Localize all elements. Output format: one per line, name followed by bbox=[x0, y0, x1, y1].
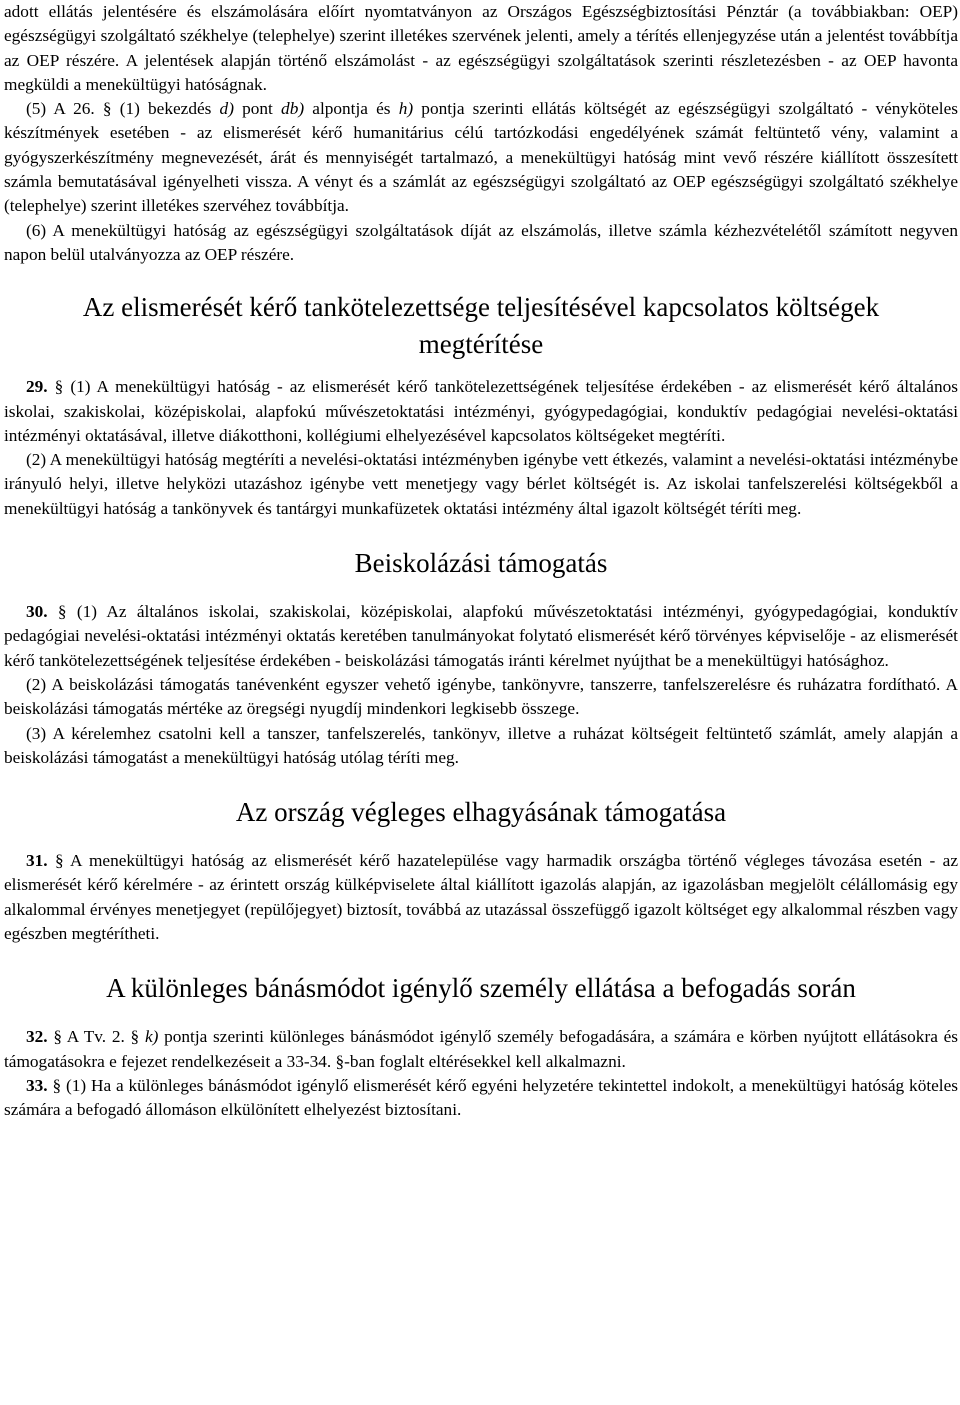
p5-text-b: pont bbox=[233, 99, 282, 119]
p5-subpoint-db: db) bbox=[281, 99, 305, 119]
p32-text-rest: pontja szerinti különleges bánásmódot igénylő személy befogadására, a számára e körben nyújtott ellátásokra és támogatásokra e fejezet rendelkezéseit a 33-34. §-ban foglalt eltérésekkel kell alkalmazni. bbox=[4, 1027, 958, 1071]
section-number-29: 29. bbox=[26, 377, 48, 397]
heading-section-32: A különleges bánásmódot igénylő személy ellátása a befogadás során bbox=[106, 973, 856, 1004]
heading-section-29: Az elismerését kérő tankötelezettsége teljesítésével kapcsolatos költségek megtérítése bbox=[82, 292, 880, 360]
section-number-30: 30. bbox=[26, 602, 48, 622]
paragraph-31 bbox=[4, 849, 958, 946]
p5-text-a: (5) A 26. § (1) bekezdés bbox=[26, 99, 220, 119]
p5-text-c: alpontja és bbox=[304, 99, 399, 119]
paragraph-continuation: adott ellátás jelentésére és elszámolására előírt nyomtatványon az Országos Egészségbiztosítási Pénztár (a továbbiakban: OEP) egészségügyi szolgáltató székhelye (telephelye) szerint illetékes szervének jelenti, amely a térítés ellenjegyzése után a jelentést továbbítja az OEP részére. A jelentések alapján történő elszámolást - az egészségügyi szolgáltatások szerinti részletezésben - az OEP havonta megküldi a menekültügyi hatóságnak. bbox=[4, 2, 958, 94]
paragraph-33-1-text: § (1) Ha a különleges bánásmódot igénylő elismerését kérő egyéni helyzetére tekintettel indokolt, a menekültügyi hatóság köteles számára a befogadó állomáson elkülönített elhelyezést biztosítani. bbox=[4, 1075, 958, 1120]
p5-point-h: h) bbox=[398, 99, 414, 119]
section-number-32: 32. bbox=[26, 1027, 48, 1047]
paragraph-32 bbox=[4, 1025, 958, 1074]
p32-point-k: k) bbox=[144, 1027, 159, 1047]
paragraph-33-1 bbox=[4, 1074, 958, 1123]
heading-section-31: Az ország végleges elhagyásának támogatása bbox=[235, 797, 727, 828]
paragraph-29-2: (2) A menekültügyi hatóság megtéríti a nevelési-oktatási intézményben igénybe vett étkezés, valamint a nevelési-oktatási intézménybe irányuló helyi, illetve helyközi utazáshoz igénybe vett menetjegy vagy bérlet költségét is. Az iskolai tanfelszerelési költségekből a menekültügyi hatóság a tankönyvek és tantárgyi munkafüzetek oktatási intézmény által igazolt költségét téríti meg. bbox=[4, 450, 958, 518]
paragraph-31-text: § A menekültügyi hatóság az elismerését kérő hazatelepülése vagy harmadik országba történő végleges távozása esetén - az elismerését kérő kérelmére - az érintett ország külképviselete által kiállított igazolás alapján, az igazolásban megjelölt célállomásig egy alkalommal érvényes menetjegyet (repülőjegyet) biztosít, továbbá az utazással összefüggő igazolt költséget egy alkalommal részben vagy egészben megtérítheti. bbox=[4, 851, 958, 944]
paragraph-29-1-text: § (1) A menekültügyi hatóság - az elismerését kérő tankötelezettségének teljesítése érdekében - az elismerését kérő általános iskolai, szakiskolai, középiskolai, alapfokú művészetoktatási intézményi, gyógypedagógiai, konduktív pedagógiai nevelési-oktatási intézményi oktatásával, illetve diákotthoni, kollégiumi elhelyezésével kapcsolatos költségeket megtéríti. bbox=[4, 377, 958, 445]
heading-section-30: Beiskolázási támogatás bbox=[354, 548, 608, 579]
paragraph-30-2: (2) A beiskolázási támogatás tanévenként egyszer vehető igénybe, tankönyvre, tanszerre, tanfelszerelésre és ruházatra fordítható. A beiskolázási támogatás mértéke az öregségi nyugdíj mindenkori legkisebb összege. bbox=[4, 674, 958, 719]
paragraph-28-6: (6) A menekültügyi hatóság az egészségügyi szolgáltatások díját az elszámolás, illetve számla kézhezvételétől számított negyven napon belül utalványozza az OEP részére. bbox=[4, 220, 958, 264]
paragraph-28-5 bbox=[4, 97, 958, 218]
p32-text-a: § A Tv. 2. § bbox=[47, 1027, 145, 1047]
paragraph-30-1-text: § (1) Az általános iskolai, szakiskolai, középiskolai, alapfokú művészetoktatási intézményi, gyógypedagógiai, konduktív pedagógiai nevelési-oktatási intézményi oktatás keretében tanulmányokat folytató elismerését kérő törvényes képviselője - az elismerését kérő tankötelezettségének teljesítése érdekében - beiskolázási támogatás iránti kérelmet nyújthat be a menekültügyi hatósághoz. bbox=[4, 602, 958, 670]
paragraph-30-3: (3) A kérelemhez csatolni kell a tanszer, tanfelszerelés, tankönyv, illetve a ruházat költségeit feltüntető számlát, amely alapján a beiskolázási támogatást a menekültügyi hatóság utólag téríti meg. bbox=[4, 723, 958, 767]
section-number-33: 33. bbox=[26, 1075, 48, 1095]
p5-point-d: d) bbox=[219, 99, 234, 119]
section-number-31: 31. bbox=[26, 851, 48, 871]
paragraph-29-1 bbox=[4, 375, 958, 448]
p5-text-rest: pontja szerinti ellátás költségét az egészségügyi szolgáltató - vényköteles készítmények esetében - az elismerését kérő humanitárius célú tartózkodási engedélyének számát feltüntető vény, valamint a gyógyszerkészítmény megnevezését, árát és mennyiségét tartalmazó, a menekültügyi hatóság mint vevő részére kiállított összesített számla bemutatásával igényelheti vissza. A vényt és a számlát az egészségügyi szolgáltató az OEP egészségügyi szolgáltató székhelye (telephelye) szerint illetékes szervéhez továbbítja. bbox=[4, 99, 958, 216]
paragraph-30-1 bbox=[4, 600, 958, 673]
